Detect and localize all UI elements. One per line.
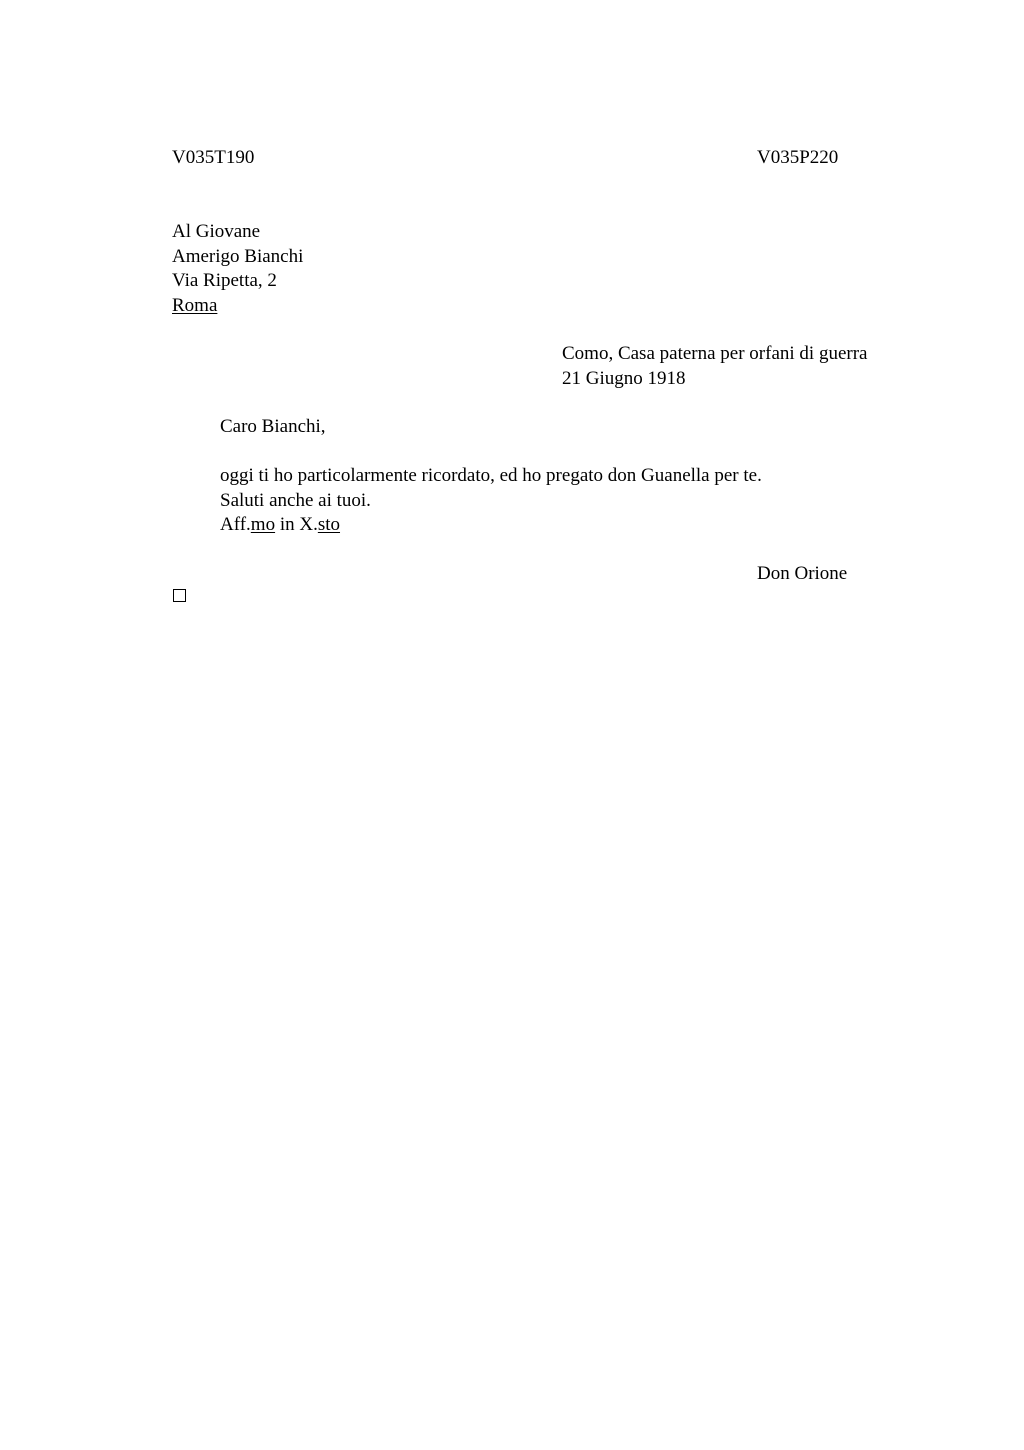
letter-body <box>220 464 762 538</box>
body-line-1: oggi ti ho particolarmente ricordato, ed ho pregato don Guanella per te. <box>220 465 762 486</box>
document-code-right: V035P220 <box>757 147 839 168</box>
checkbox-square-icon <box>173 589 186 602</box>
address-line-1: Al Giovane <box>172 221 261 242</box>
closing-line <box>220 513 762 538</box>
closing-mo: mo <box>250 514 276 535</box>
document-code-left: V035T190 <box>172 147 255 168</box>
closing-mid: in X. <box>275 514 318 535</box>
date-line: 21 Giugno 1918 <box>562 367 686 389</box>
closing-sto: sto <box>317 514 341 535</box>
place-date-block <box>562 342 867 391</box>
place-line: Como, Casa paterna per orfani di guerra <box>562 343 868 364</box>
address-line-2: Amerigo Bianchi <box>172 245 304 267</box>
closing-prefix: Aff. <box>220 514 251 535</box>
signature: Don Orione <box>757 563 848 584</box>
address-city: Roma <box>172 294 218 316</box>
address-line-3: Via Ripetta, 2 <box>172 270 277 291</box>
salutation: Caro Bianchi, <box>220 416 326 437</box>
body-line-2: Saluti anche ai tuoi. <box>220 489 371 511</box>
recipient-address <box>172 220 303 318</box>
